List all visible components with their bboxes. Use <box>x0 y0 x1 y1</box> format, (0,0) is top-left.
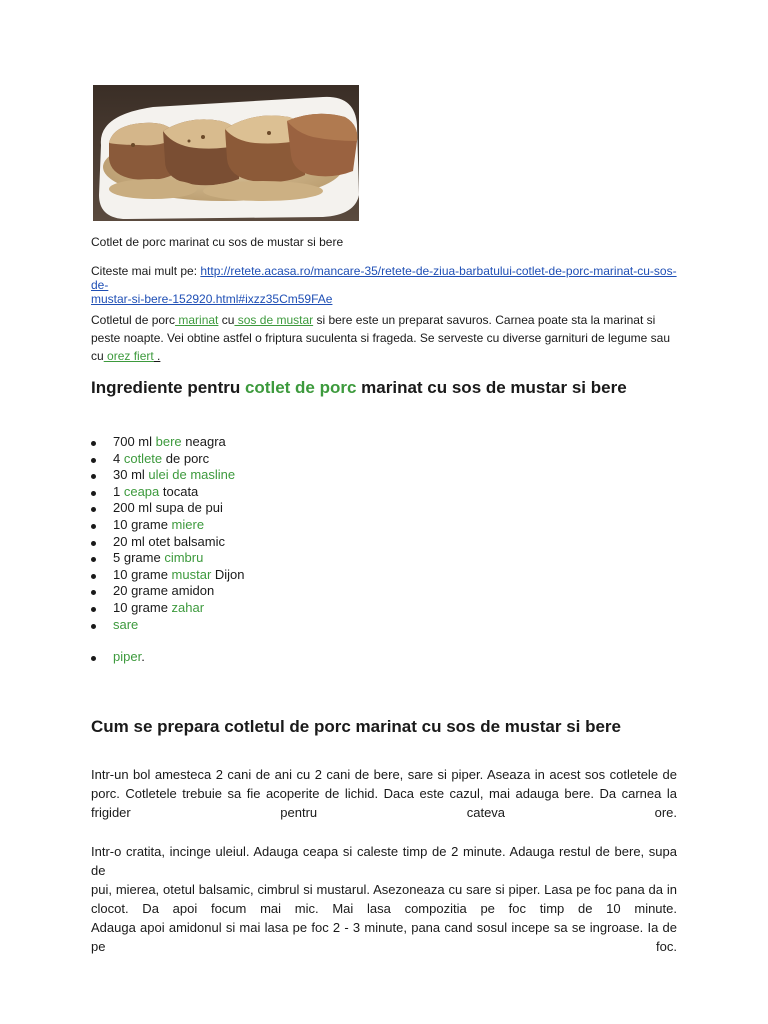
link-sos-de-mustar[interactable]: sos de mustar <box>234 313 314 327</box>
ingredient-item: 10 grame mustar Dijon <box>91 567 677 584</box>
source-prefix: Citeste mai mult pe: <box>91 264 201 278</box>
ingredients-list <box>91 434 677 666</box>
ingredient-link[interactable]: piper <box>113 649 142 665</box>
step-line: Adauga apoi amidonul si mai lasa pe foc 2 - 3 minute, pana cand sosul incepe sa se ingroase. Ia de <box>91 920 677 935</box>
intro-text: Cotletul de porc <box>91 313 176 327</box>
step-line: frigider pentru cateva ore. <box>91 805 677 820</box>
intro-text: . <box>153 349 161 363</box>
ingredient-item: 1 ceapa tocata <box>91 484 677 501</box>
ingredient-item: 20 ml otet balsamic <box>91 534 677 551</box>
ingredient-item: 10 grame miere <box>91 517 677 534</box>
ingredient-link[interactable]: sare <box>113 616 139 632</box>
ingredient-link[interactable]: bere <box>155 434 182 449</box>
step-paragraph-2 <box>91 842 677 918</box>
step-line: pui, mierea, otetul balsamic, cimbrul si mustarul. Asezoneaza cu sare si piper. Lasa pe foc pana da in <box>91 882 677 897</box>
ingredient-item: 200 ml supa de pui <box>91 500 677 517</box>
step-line: clocot. Da apoi focum mai mic. Mai lasa compozitia pe foc timp de 10 minute. <box>91 901 677 916</box>
link-marinat[interactable]: marinat <box>175 313 219 327</box>
ingredient-item <box>91 617 677 634</box>
intro-text: si bere este un preparat savuros. Carnea poate sta la marinat si peste noapte. Vei obtine astfel o friptura suculenta si frageda. Se serveste cu diverse garnituri de legume sau cu <box>91 313 671 363</box>
step-line: Intr-un bol amesteca 2 cani de ani cu 2 cani de bere, sare si piper. Aseaza in acest sos cotletele de <box>91 767 677 782</box>
ingredients-heading: Ingrediente pentru cotlet de porc marinat cu sos de mustar si bere <box>91 378 627 397</box>
ingredient-link[interactable]: ceapa <box>123 483 160 499</box>
ingredient-link[interactable]: ulei de masline <box>148 467 236 483</box>
ingredient-item: 4 cotlete de porc <box>91 451 677 468</box>
source-attribution <box>91 264 677 306</box>
link-cotlet-de-porc[interactable]: cotlet de porc <box>244 378 357 397</box>
step-line: porc. Cotletele trebuie sa fie acoperite de lichid. Daca este cazul, mai adauga bere. Da carnea la <box>91 786 677 801</box>
source-link[interactable]: http://retete.acasa.ro/mancare-35/retete-de-ziua-barbatului-cotlet-de-porc-marinat-cu-sos-de- mustar-si-bere-152920.html#ixzz35Cm59FAe <box>91 264 677 306</box>
photo-caption: Cotlet de porc marinat cu sos de mustar si bere <box>91 235 344 249</box>
intro-paragraph <box>91 311 677 365</box>
ingredient-link[interactable]: zahar <box>171 599 205 615</box>
recipe-photo <box>93 85 359 221</box>
ingredient-item: piper. <box>91 649 677 666</box>
ingredient-item: 700 ml bere neagra <box>91 434 677 451</box>
ingredient-item: 30 ml ulei de masline <box>91 467 677 484</box>
plated-pork-cutlets-image <box>93 85 359 221</box>
link-orez-fiert[interactable]: orez fiert <box>103 349 154 363</box>
ingredient-link[interactable]: cotlete <box>123 450 163 466</box>
step-line: pe foc. <box>91 939 677 954</box>
ingredient-link[interactable]: mustar <box>171 566 212 582</box>
preparation-heading: Cum se prepara cotletul de porc marinat cu sos de mustar si bere <box>91 717 622 736</box>
intro-text: cu <box>218 313 235 327</box>
ingredient-item: 5 grame cimbru <box>91 550 677 567</box>
ingredient-link[interactable]: miere <box>171 516 205 532</box>
step-line: Intr-o cratita, incinge uleiul. Adauga ceapa si caleste timp de 2 minute. Adauga restul de bere, supa de <box>91 844 677 878</box>
ingredient-item: 20 grame amidon <box>91 583 677 600</box>
step-paragraph-3 <box>91 918 677 956</box>
ingredient-item: 10 grame zahar <box>91 600 677 617</box>
step-paragraph-1 <box>91 765 677 822</box>
ingredient-link[interactable]: cimbru <box>164 550 204 566</box>
